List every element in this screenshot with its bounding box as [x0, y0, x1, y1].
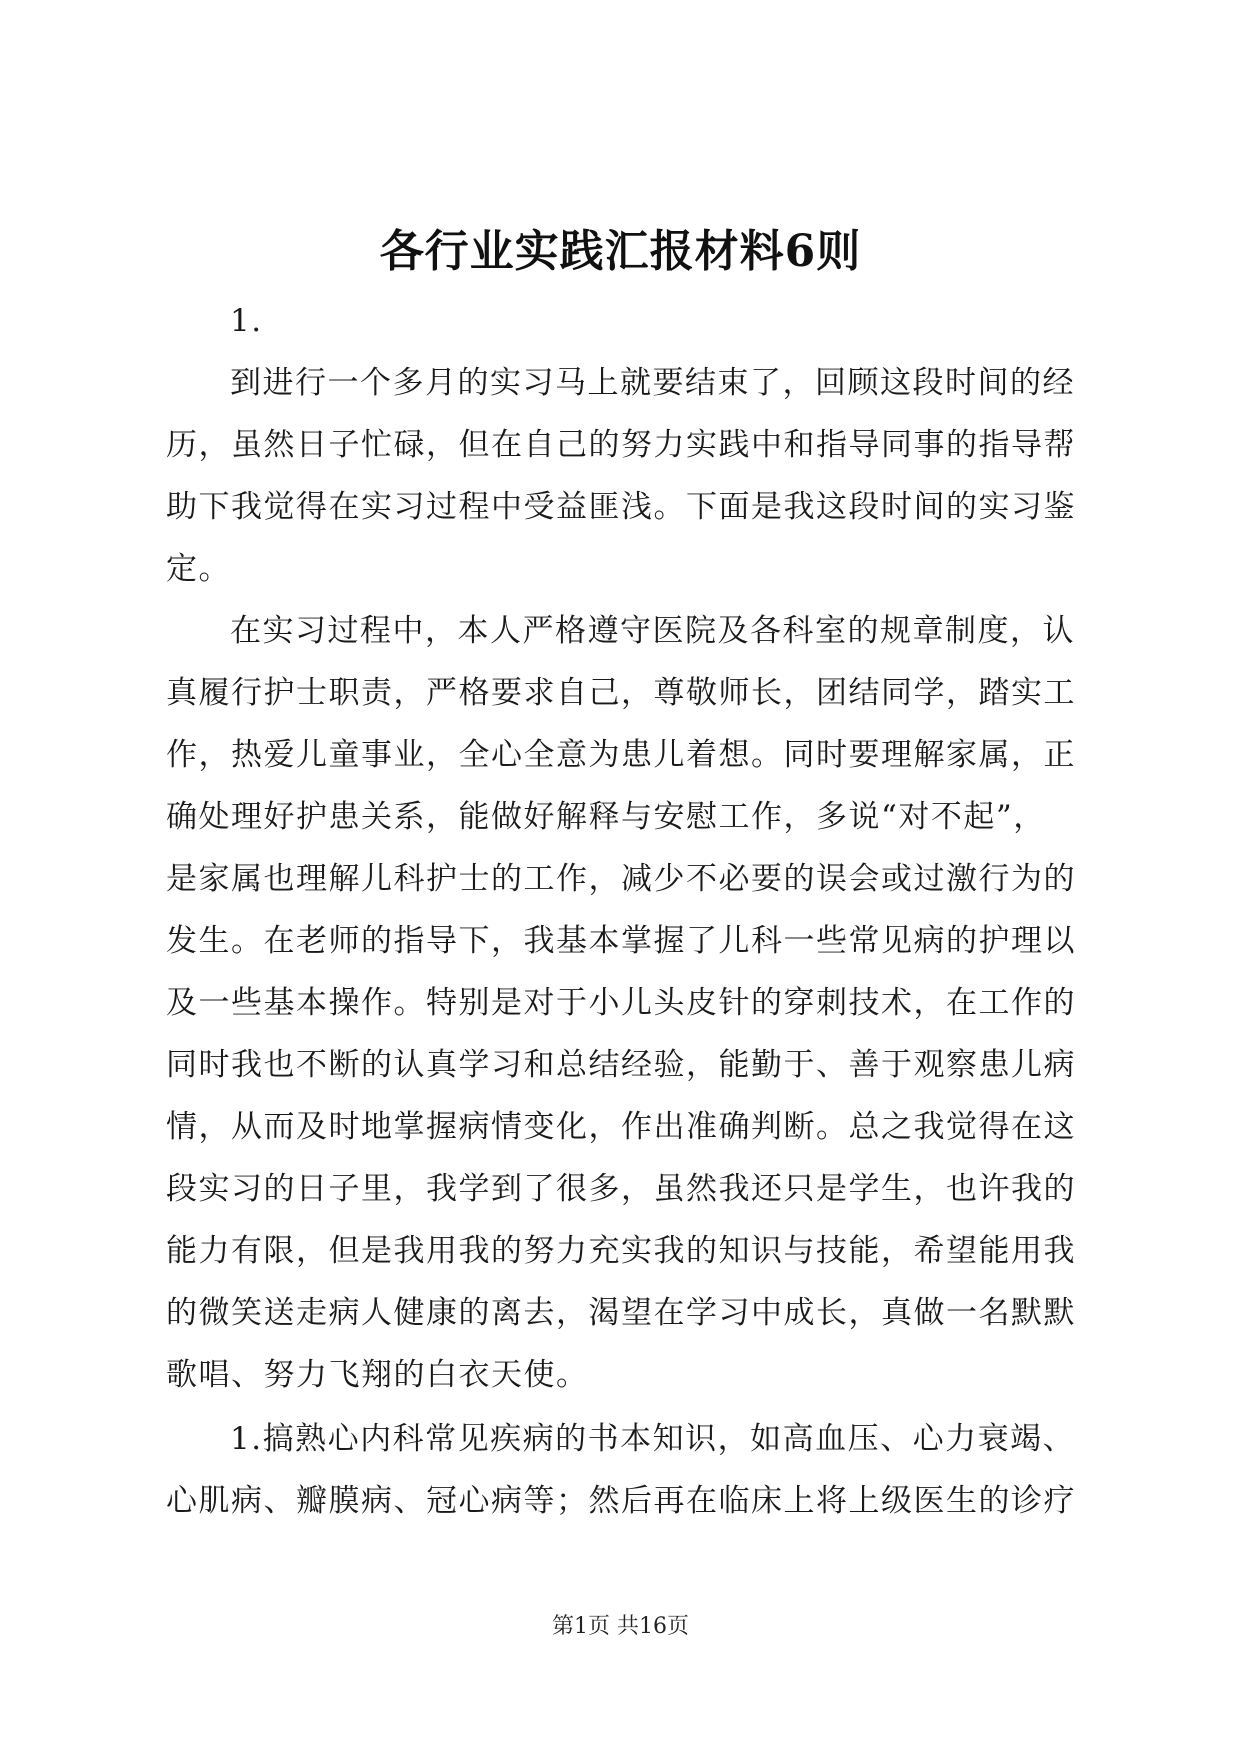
paragraph-2-line: 能力有限，但是我用我的努力充实我的知识与技能，希望能用我 [166, 1233, 1076, 1269]
paragraph-1-line: 历，虽然日子忙碌，但在自己的努力实践中和指导同事的指导帮 [166, 427, 1076, 463]
document-title: 各行业实践汇报材料6则 [379, 226, 862, 277]
document-body [166, 290, 1076, 1532]
paragraph-2-line: 及一些基本操作。特别是对于小儿头皮针的穿刺技术，在工作的 [166, 985, 1076, 1021]
paragraph-2-line: 段实习的日子里，我学到了很多，虽然我还只是学生，也许我的 [166, 1171, 1076, 1207]
paragraph-3-line: 1.搞熟心内科常见疾病的书本知识，如高血压、心力衰竭、 [230, 1421, 1076, 1457]
paragraph-2-line: 真履行护士职责，严格要求自己，尊敬师长，团结同学，踏实工 [166, 675, 1076, 711]
paragraph-1-line: 定。 [166, 551, 231, 587]
paragraph-2-line: 情，从而及时地掌握病情变化，作出准确判断。总之我觉得在这 [166, 1109, 1076, 1145]
paragraph-2-line: 在实习过程中，本人严格遵守医院及各科室的规章制度，认 [230, 613, 1075, 649]
paragraph-1-line: 到进行一个多月的实习马上就要结束了，回顾这段时间的经 [230, 365, 1075, 401]
paragraph-2-line: 确处理好护患关系，能做好解释与安慰工作，多说“对不起”， [166, 799, 1046, 835]
paragraph-2-line: 的微笑送走病人健康的离去，渴望在学习中成长，真做一名默默 [166, 1295, 1076, 1331]
list-number-line: 1. [230, 303, 263, 339]
paragraph-3-line: 心肌病、瓣膜病、冠心病等；然后再在临床上将上级医生的诊疗 [166, 1483, 1076, 1519]
paragraph-2-line: 歌唱、努力飞翔的白衣天使。 [166, 1357, 589, 1393]
paragraph-2-line: 发生。在老师的指导下，我基本掌握了儿科一些常见病的护理以 [166, 923, 1076, 959]
paragraph-2-line: 是家属也理解儿科护士的工作，减少不必要的误会或过激行为的 [166, 861, 1076, 897]
paragraph-2-line: 作，热爱儿童事业，全心全意为患儿着想。同时要理解家属，正 [166, 737, 1076, 773]
page-footer: 第1页 共16页 [552, 1614, 689, 1639]
paragraph-2-line: 同时我也不断的认真学习和总结经验，能勤于、善于观察患儿病 [166, 1047, 1076, 1083]
paragraph-1-line: 助下我觉得在实习过程中受益匪浅。下面是我这段时间的实习鉴 [166, 489, 1076, 525]
